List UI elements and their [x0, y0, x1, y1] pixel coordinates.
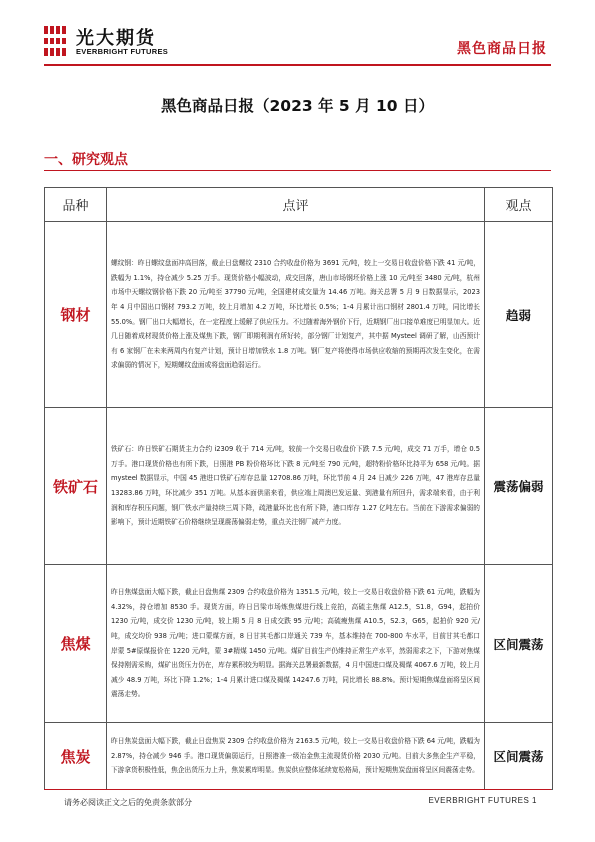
table-row: [45, 565, 553, 723]
header-divider: [44, 64, 551, 66]
header-variety: 品种: [45, 188, 107, 222]
comment-cell: 昨日焦煤盘面大幅下跌，截止日盘焦煤 2309 合约收盘价格为 1351.5 元/吨，较上一交易日收盘价格下跌 61 元/吨，跌幅为 4.32%，持仓增加 8530 手。现货方面，昨日吕梁市场炼焦煤进行线上竞拍，高硫主焦煤 A12.5，S1.8，G94，起拍价 1230 元/吨，成交价 1230 元/吨，较上期 5 月 8 日成交跌 95 元/吨；高硫瘦焦煤 A10.5，S2.3，G65，起拍价 920 元/吨，成交均价 938 元/吨；进口蒙煤方面，8 日甘其毛都口岸通关 739 车，基本维持在 700-800 车水平，目前甘其毛都口岸蒙 5#原煤报价在 1220 元/吨，蒙 3#精煤 1450 元/吨。煤矿目前生产仍维持正常生产水平，然弱需求之下，下游对焦煤保持刚需采购，煤矿出货压力仍在，库存累积较为明显。据海关总署最新数据，4 月中国进口煤及褐煤 4067.6 万吨，较上月减少 48.9 万吨，环比下降 1.2%；1-4 月累计进口煤及褐煤 14247.6 万吨，同比增长 88.8%。预计短期焦煤盘面将呈区间震荡走势。: [107, 565, 485, 723]
logo-english-name: EVERBRIGHT FUTURES: [76, 47, 169, 56]
view-cell: 区间震荡: [485, 565, 553, 723]
table-header-row: [45, 188, 553, 222]
footer-company-page: EVERBRIGHT FUTURES 1: [428, 796, 537, 805]
variety-cell: 焦炭: [45, 723, 107, 790]
table-row: [45, 408, 553, 565]
view-cell: 趋弱: [485, 222, 553, 408]
header-view: 观点: [485, 188, 553, 222]
view-cell: 震荡偏弱: [485, 408, 553, 565]
variety-cell: 铁矿石: [45, 408, 107, 565]
variety-cell: 钢材: [45, 222, 107, 408]
view-cell: 区间震荡: [485, 723, 553, 790]
comment-cell: 昨日焦炭盘面大幅下跌，截止日盘焦炭 2309 合约收盘价格为 2163.5 元/吨，较上一交易日收盘价格下跌 64 元/吨，跌幅为 2.87%，持仓减少 946 手。港口现货偏弱运行，日照港准一级冶金焦主流现货价格 2030 元/吨。目前大多焦企生产平稳，下游拿货积极性低，焦企出货压力上升，焦炭累库明显。焦炭供应整体延续宽松格局，预计短期焦炭盘面将呈区间震荡走势。: [107, 723, 485, 790]
disclaimer-note: 请务必阅读正文之后的免责条款部分: [64, 798, 192, 807]
document-title: 黑色商品日报（2023 年 5 月 10 日）: [161, 97, 434, 115]
variety-cell: 焦煤: [45, 565, 107, 723]
comment-cell: 铁矿石：昨日铁矿石期货主力合约 i2309 收于 714 元/吨，较前一个交易日收盘价下跌 7.5 元/吨，成交 71 万手，增仓 0.5 万手。港口现货价格也有所下跌，日照港 PB 粉价格环比下跌 8 元/吨至 790 元/吨，超特粉价格环比持平为 658 元/吨。据 mysteel 数据显示，中国 45 港进口铁矿石库存总量 12708.86 万吨，环比节前 4 月 24 日减少 226 万吨，47 港库存总量 13283.86 万吨，环比减少 351 万吨。从基本面供需来看，供应端上周澳巴发运量、到港量有所回升，需求端来看，由于利润和库存积压问题，钢厂铁水产量持续三周下降，疏港量环比也有所下降，港口库存 1.27 亿吨左右。当前在下游需求偏弱的影响下，预计近期铁矿石价格继续呈现震荡偏弱走势，重点关注钢厂减产力度。: [107, 408, 485, 565]
header-comment: 点评: [107, 188, 485, 222]
research-table: [44, 187, 553, 790]
page-header: [0, 0, 595, 70]
comment-cell: 螺纹钢：昨日螺纹盘面冲高回落，截止日盘螺纹 2310 合约收盘价格为 3691 元/吨，较上一交易日收盘价格下跌 41 元/吨，跌幅为 1.1%，持仓减少 5.25 万手。现货价格小幅波动，成交回落，唐山市场钢坯价格上涨 10 元/吨至 3480 元/吨，杭州市场中天螺纹钢价格下跌 20 元/吨至 37790 元/吨，全国建材成交量为 14.46 万吨。海关总署 5 月 9 日数据显示，2023 年 4 月中国出口钢材 793.2 万吨，较上月增加 4.2 万吨，环比增长 0.5%；1-4 月累计出口钢材 2801.4 万吨，同比增长 55.0%。钢厂出口大幅增长，在一定程度上缓解了供应压力。不过随着海外钢价下行，近期钢厂出口接单难度已明显加大。近几日随着成材现货价格上涨及煤焦下跌，钢厂即期利润有所好转，部分钢厂计划复产，其中据 Mysteel 调研了解，山西预计有 6 家钢厂在未来两周内有复产计划，预计日增加铁水 1.8 万吨。钢厂复产将使得市场供应收缩的预期再次发生变化，在需求偏弱的情况下，短期螺纹盘面或将盘面趋弱运行。: [107, 222, 485, 408]
section-divider: [44, 170, 551, 171]
footer-divider: [44, 789, 551, 790]
report-name: 黑色商品日报: [457, 41, 547, 57]
section-heading: 一、研究观点: [44, 152, 128, 168]
table-row: [45, 723, 553, 790]
everbright-logo-icon: [44, 24, 70, 58]
table-row: [45, 222, 553, 408]
logo-chinese-name: 光大期货: [76, 28, 156, 49]
